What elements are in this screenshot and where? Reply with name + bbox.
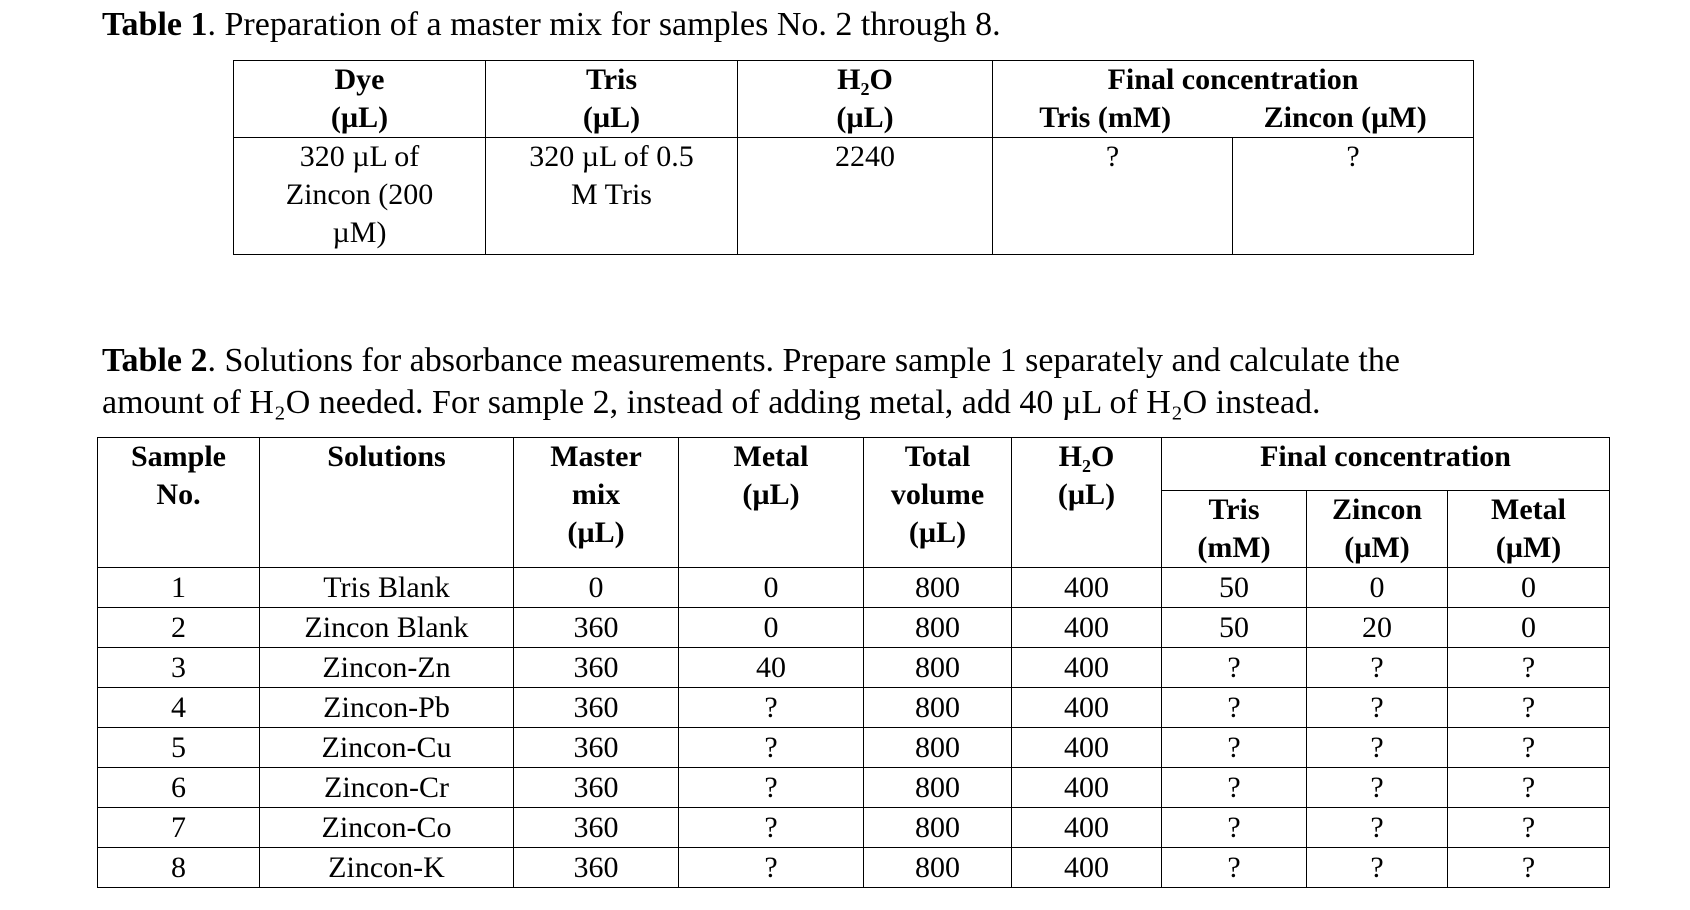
t2-cell-total-volume: 800 (864, 848, 1012, 888)
t2-cell-final-zincon: ? (1307, 688, 1448, 728)
t2-cell-final-metal: ? (1448, 808, 1610, 848)
t2-cell-metal: ? (679, 848, 864, 888)
t2-cell-master-mix: 0 (514, 568, 679, 608)
t2-cell-h2o: 400 (1012, 608, 1162, 648)
t2-cell-master-mix: 360 (514, 608, 679, 648)
t2-cell-master-mix: 360 (514, 688, 679, 728)
t2-cell-h2o: 400 (1012, 808, 1162, 848)
table2-caption-label: Table 2 (102, 342, 208, 379)
t2-cell-sample-no: 6 (98, 768, 260, 808)
t2-cell-total-volume: 800 (864, 768, 1012, 808)
t2-cell-master-mix: 360 (514, 848, 679, 888)
t2-cell-metal: 0 (679, 568, 864, 608)
t2-header-solutions: Solutions (260, 438, 514, 568)
t1-header-final-zincon: Zincon (µM) (1263, 101, 1427, 134)
table2-caption (102, 340, 1400, 424)
t2-cell-final-metal: ? (1448, 728, 1610, 768)
t2-cell-total-volume: 800 (864, 808, 1012, 848)
t2-cell-sample-no: 4 (98, 688, 260, 728)
t2-cell-final-zincon: ? (1307, 728, 1448, 768)
t2-cell-solution: Tris Blank (260, 568, 514, 608)
t2-cell-sample-no: 1 (98, 568, 260, 608)
t2-cell-final-zincon: ? (1307, 648, 1448, 688)
t2-cell-metal: ? (679, 728, 864, 768)
t2-cell-total-volume: 800 (864, 608, 1012, 648)
t2-cell-solution: Zincon-Co (260, 808, 514, 848)
t1-cell-dye: 320 µL of Zincon (200 µM) (234, 138, 486, 255)
t2-cell-h2o: 400 (1012, 848, 1162, 888)
table-row (98, 568, 1610, 608)
t1-row (234, 138, 1474, 255)
t2-header-final-tris: Tris (mM) (1162, 491, 1307, 568)
t2-body (98, 568, 1610, 888)
t2-header-final-metal: Metal (µM) (1448, 491, 1610, 568)
t2-cell-final-zincon: ? (1307, 848, 1448, 888)
t2-cell-final-zincon: ? (1307, 808, 1448, 848)
t2-cell-metal: ? (679, 688, 864, 728)
t2-cell-final-zincon: ? (1307, 768, 1448, 808)
t1-header-final-concentration: Final concentration Tris (mM) Zincon (µM) (993, 61, 1474, 138)
t2-cell-solution: Zincon-Pb (260, 688, 514, 728)
t1-cell-final-tris: ? (993, 138, 1233, 255)
t2-cell-final-metal: ? (1448, 768, 1610, 808)
t2-header-h2o: H₂O (µL) (1012, 438, 1162, 568)
t2-cell-total-volume: 800 (864, 568, 1012, 608)
t2-cell-final-tris: ? (1162, 808, 1307, 848)
t2-cell-final-metal: ? (1448, 688, 1610, 728)
t2-cell-solution: Zincon-K (260, 848, 514, 888)
t2-cell-final-tris: ? (1162, 768, 1307, 808)
t2-cell-total-volume: 800 (864, 648, 1012, 688)
t2-cell-sample-no: 7 (98, 808, 260, 848)
t2-cell-h2o: 400 (1012, 568, 1162, 608)
t2-cell-final-zincon: 20 (1307, 608, 1448, 648)
table-row (98, 608, 1610, 648)
t2-cell-final-tris: ? (1162, 848, 1307, 888)
table-row (98, 648, 1610, 688)
table1-caption-label: Table 1 (102, 6, 208, 43)
t2-header-final-concentration: Final concentration (1162, 438, 1610, 491)
table1-caption (102, 4, 1001, 46)
t2-cell-sample-no: 8 (98, 848, 260, 888)
t2-cell-h2o: 400 (1012, 728, 1162, 768)
t1-header-dye: Dye (µL) (234, 61, 486, 138)
t2-cell-final-metal: 0 (1448, 568, 1610, 608)
t2-cell-solution: Zincon-Cu (260, 728, 514, 768)
table-row (98, 688, 1610, 728)
t2-cell-metal: 40 (679, 648, 864, 688)
t2-cell-metal: 0 (679, 608, 864, 648)
table-row (98, 728, 1610, 768)
t2-cell-final-metal: ? (1448, 648, 1610, 688)
t2-cell-sample-no: 3 (98, 648, 260, 688)
t2-cell-sample-no: 2 (98, 608, 260, 648)
t1-cell-tris: 320 µL of 0.5 M Tris (486, 138, 738, 255)
table2-absorbance-solutions (97, 437, 1610, 888)
t2-header-metal: Metal (µL) (679, 438, 864, 568)
table-row (98, 848, 1610, 888)
table2-caption-line2: amount of H₂O needed. For sample 2, instead of adding metal, add 40 µL of H₂O instead. (102, 384, 1321, 421)
t2-cell-master-mix: 360 (514, 648, 679, 688)
t2-cell-h2o: 400 (1012, 648, 1162, 688)
t2-cell-final-tris: ? (1162, 688, 1307, 728)
t2-header-final-zincon: Zincon (µM) (1307, 491, 1448, 568)
t2-cell-final-zincon: 0 (1307, 568, 1448, 608)
table1-caption-text: . Preparation of a master mix for samples No. 2 through 8. (207, 6, 1001, 43)
t1-header-tris: Tris (µL) (486, 61, 738, 138)
t1-cell-h2o: 2240 (738, 138, 993, 255)
table-row (98, 768, 1610, 808)
t2-cell-final-tris: ? (1162, 648, 1307, 688)
t2-cell-master-mix: 360 (514, 768, 679, 808)
t2-header-sample: Sample No. (98, 438, 260, 568)
t2-cell-sample-no: 5 (98, 728, 260, 768)
t2-cell-solution: Zincon-Zn (260, 648, 514, 688)
t2-cell-master-mix: 360 (514, 728, 679, 768)
t2-cell-metal: ? (679, 808, 864, 848)
t2-cell-final-tris: 50 (1162, 608, 1307, 648)
t2-header-master-mix: Master mix (µL) (514, 438, 679, 568)
t1-header-final-tris: Tris (mM) (1039, 101, 1172, 134)
t2-cell-master-mix: 360 (514, 808, 679, 848)
table1-master-mix (233, 60, 1474, 255)
t1-header-h2o: H₂O (µL) (738, 61, 993, 138)
t2-cell-total-volume: 800 (864, 728, 1012, 768)
t2-cell-final-metal: ? (1448, 848, 1610, 888)
t2-cell-final-tris: ? (1162, 728, 1307, 768)
t2-header-total-volume: Total volume (µL) (864, 438, 1012, 568)
t2-cell-final-tris: 50 (1162, 568, 1307, 608)
t2-cell-metal: ? (679, 768, 864, 808)
t2-cell-h2o: 400 (1012, 688, 1162, 728)
t2-cell-solution: Zincon Blank (260, 608, 514, 648)
t2-cell-solution: Zincon-Cr (260, 768, 514, 808)
t2-cell-h2o: 400 (1012, 768, 1162, 808)
t2-cell-total-volume: 800 (864, 688, 1012, 728)
table2-caption-line1: . Solutions for absorbance measurements. Prepare sample 1 separately and calculate the (207, 342, 1400, 379)
table-row (98, 808, 1610, 848)
t1-cell-final-zincon: ? (1233, 138, 1474, 255)
t2-cell-final-metal: 0 (1448, 608, 1610, 648)
